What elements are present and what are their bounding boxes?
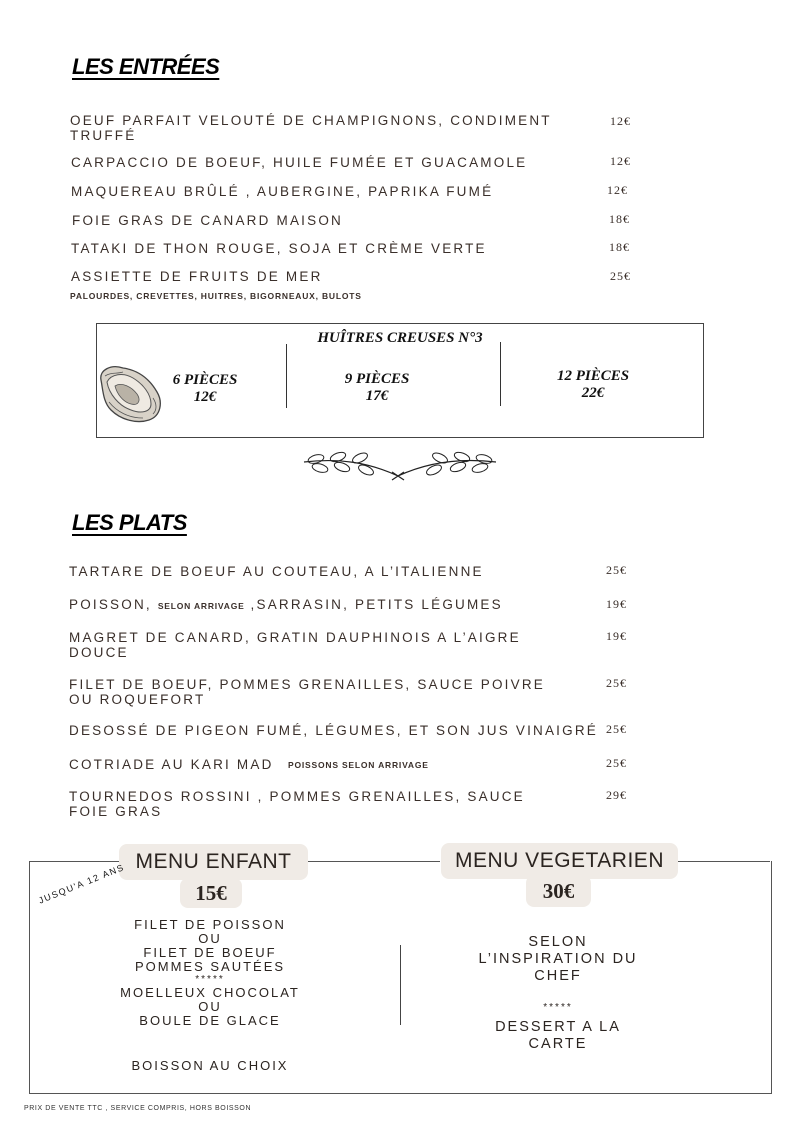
entree-price: 12€ [610,154,631,168]
menu-line: FILET DE POISSON [134,917,286,932]
plat-price: 29€ [606,788,627,802]
plat-name: TOURNEDOS ROSSINI , POMMES GRENAILLES, SAUCE [69,789,525,804]
oysters-price: 17€ [365,388,389,404]
oysters-option [545,368,641,402]
entree-name-line2: TRUFFÉ [70,128,137,143]
entree-price: 25€ [610,269,631,283]
menu-separator: ***** [195,974,225,985]
leaf-ornament-icon [298,450,502,482]
entree-price: 18€ [609,212,630,226]
menu-line: BOULE DE GLACE [139,1013,281,1028]
plat-item: DESOSSÉ DE PIGEON FUMÉ, LÉGUMES, ET SON JUS VINAIGRÉ [69,723,598,738]
entree-item [70,113,552,143]
menu-vegetarien-dessert [458,1019,658,1053]
plat-name: POISSON, [69,597,158,612]
plat-price: 25€ [606,563,627,577]
oysters-price: 12€ [193,389,217,405]
plat-name-line2: DOUCE [69,645,129,660]
menu-line: DESSERT A LA [495,1019,621,1035]
divider [500,342,501,406]
oysters-option [332,371,422,405]
menu-line: POMMES SAUTÉES [134,959,286,974]
entree-item: MAQUEREAU BRÛLÉ , AUBERGINE, PAPRIKA FUMÉ [71,184,494,199]
entree-item: CARPACCIO DE BOEUF, HUILE FUMÉE ET GUACAMOLE [71,155,528,170]
menu-line: L’INSPIRATION DU [478,951,638,967]
entree-note: PALOURDES, CREVETTES, HUITRES, BIGORNEAUX, BULOTS [70,291,362,301]
box-top-line [678,861,770,862]
oysters-qty: 6 PIÈCES [172,372,238,388]
plat-item: TARTARE DE BOEUF AU COUTEAU, A L’ITALIENNE [69,564,484,579]
oysters-qty: 9 PIÈCES [344,371,410,387]
box-top-line [308,861,440,862]
menu-line: CARTE [528,1036,588,1052]
menu-enfant-price: 15€ [180,878,242,908]
entrees-title: LES ENTRÉES [72,54,220,79]
oysters-qty: 12 PIÈCES [556,368,630,384]
plat-price: 25€ [606,676,627,690]
oysters-price: 22€ [581,385,605,401]
menu-enfant-drink: BOISSON AU CHOIX [131,1058,289,1073]
plat-item: COTRIADE AU KARI MAD [69,757,274,772]
box-top-line [29,861,119,862]
plat-name-line2: OU ROQUEFORT [69,692,206,707]
divider [286,344,287,408]
plat-price: 19€ [606,629,627,643]
entree-price: 12€ [607,183,628,197]
footer-note: PRIX DE VENTE TTC , SERVICE COMPRIS, HORS BOISSON [24,1105,252,1112]
menu-enfant-title: MENU ENFANT [119,844,308,880]
plat-name: FILET DE BOEUF, POMMES GRENAILLES, SAUCE POIVRE [69,677,545,692]
menu-vegetarien-lines [458,934,658,985]
menu-line: OU [198,999,222,1014]
oysters-option [160,372,250,406]
plat-name: MAGRET DE CANARD, GRATIN DAUPHINOIS A L’AIGRE [69,630,521,645]
plat-note: POISSONS SELON ARRIVAGE [288,760,429,770]
plat-name-line2: FOIE GRAS [69,804,163,819]
plat-note: SELON ARRIVAGE [157,601,245,611]
menu-enfant-lines [105,918,315,1028]
plat-price: 25€ [606,722,627,736]
menu-line: FILET DE BOEUF [143,945,277,960]
plats-title: LES PLATS [72,510,187,535]
menu-line: OU [198,931,222,946]
entree-price: 18€ [609,240,630,254]
menu-line: MOELLEUX CHOCOLAT [120,985,300,1000]
plat-item [69,677,545,707]
menu-vegetarien-price: 30€ [526,875,591,907]
oyster-icon [97,362,165,424]
plat-price: 25€ [606,756,627,770]
entree-price: 12€ [610,114,631,128]
menu-vegetarien-title: MENU VEGETARIEN [441,843,678,879]
entree-item: ASSIETTE DE FRUITS DE MER [71,269,323,284]
entree-item: TATAKI DE THON ROUGE, SOJA ET CRÈME VERTE [71,241,487,256]
entree-name: OEUF PARFAIT VELOUTÉ DE CHAMPIGNONS, CONDIMENT [70,113,552,128]
oysters-title: HUÎTRES CREUSES N°3 [317,330,483,346]
plat-price: 19€ [606,597,627,611]
plat-item [69,630,521,660]
menu-divider [400,945,401,1025]
entree-item: FOIE GRAS DE CANARD MAISON [72,213,343,228]
menu-line: SELON [528,934,588,950]
plat-item [69,789,525,819]
menu-enfant-age: JUSQU'A 12 ANS [37,861,126,906]
menu-line: CHEF [534,968,582,984]
plat-name: ,SARRASIN, PETITS LÉGUMES [244,597,503,612]
menu-separator: ***** [543,1002,573,1013]
plat-item [69,597,503,614]
